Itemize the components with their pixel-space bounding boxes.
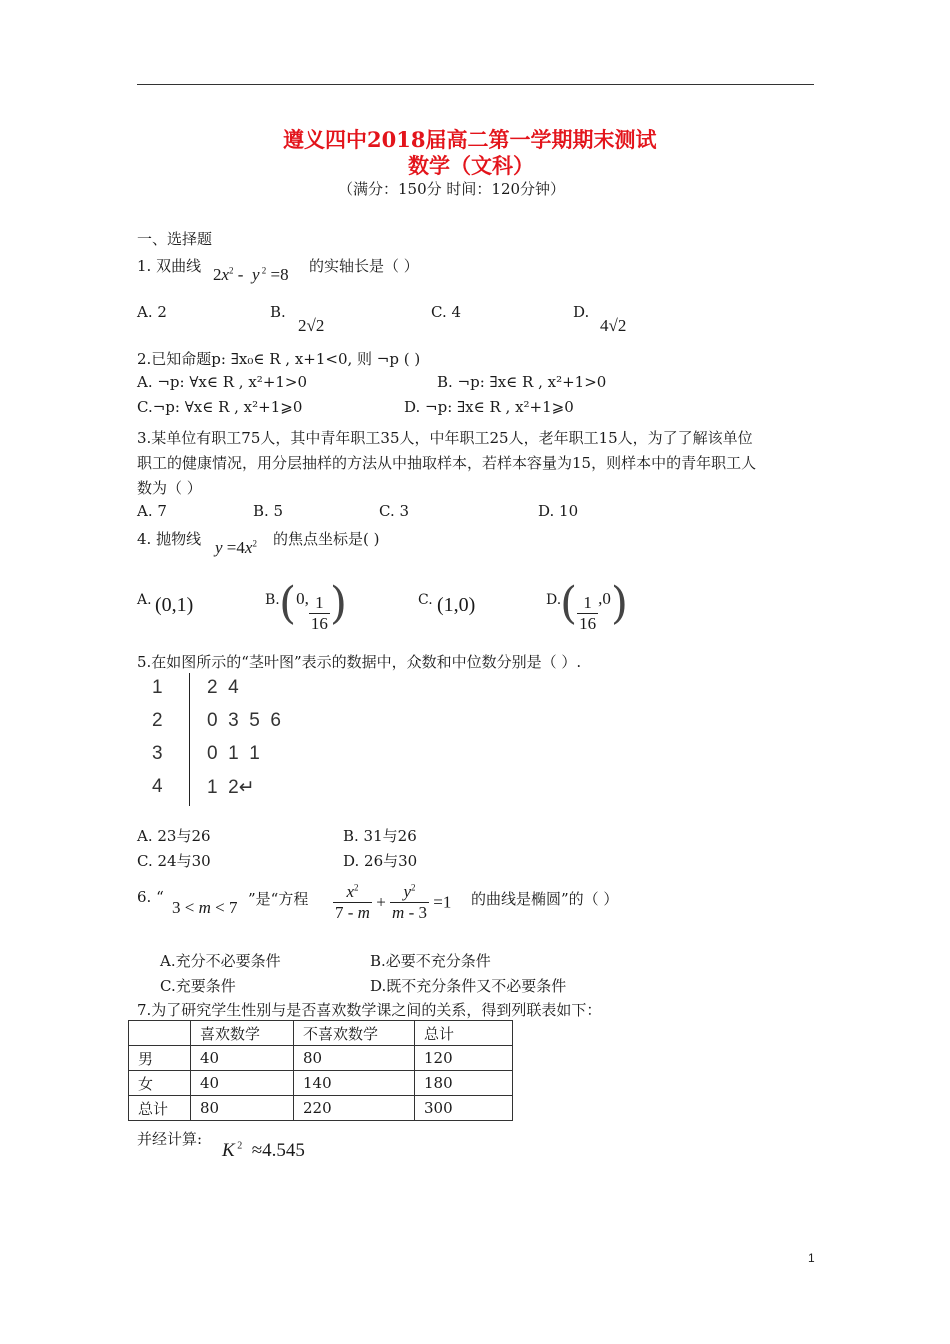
q3-line-1: 3.某单位有职工75人，其中青年职工35人，中年职工25人，老年职工15人，为了了解该单位 (137, 429, 753, 447)
q2-option-d: D. ¬p: ∃x∈ R , x²+1⩾0 (404, 398, 574, 416)
table-header-row (129, 1021, 513, 1046)
q4-option-b: B. (265, 592, 280, 608)
table-cell: 80 (191, 1096, 294, 1121)
section-heading: 一、选择题 (137, 230, 213, 248)
leaf-values: 0 3 5 6 (207, 710, 281, 731)
q6-option-d: D.既不充分条件又不必要条件 (370, 977, 567, 995)
q4-option-c-value: (1,0) (437, 594, 476, 616)
q5-option-a: A. 23与26 (137, 827, 211, 845)
q2-option-a: A. ¬p: ∀x∈ R , x²+1>0 (137, 373, 308, 391)
q7-calc-value: K $^2$ ≈4.545 (222, 1140, 305, 1161)
header-rule (137, 84, 814, 85)
table-cell: 总计 (129, 1096, 191, 1121)
exam-title: 遵义四中2018届高二第一学期期末测试 (283, 127, 657, 152)
q4-option-a: A. (137, 592, 152, 608)
stem-value: 2 (152, 710, 163, 731)
q3-option-d: D. 10 (538, 502, 579, 520)
q3-option-b: B. 5 (253, 502, 284, 520)
table-row (129, 1046, 513, 1071)
q6-option-c: C.充要条件 (160, 977, 236, 995)
table-header-cell: 喜欢数学 (191, 1021, 294, 1046)
q3-option-a: A. 7 (137, 502, 167, 520)
q7-stem: 7.为了研究学生性别与是否喜欢数学课之间的关系，得到列联表如下： (137, 1001, 602, 1019)
q2-option-b: B. ¬p: ∃x∈ R , x²+1>0 (437, 373, 607, 391)
q6-condition: 3 < m < 7 (172, 898, 238, 917)
q3-line-2: 职工的健康情况，用分层抽样的方法从中抽取样本，若样本容量为15，则样本中的青年职工人 (137, 454, 757, 472)
q1-option-b: B. (270, 303, 286, 321)
table-header-cell: 不喜欢数学 (294, 1021, 415, 1046)
table-cell: 男 (129, 1046, 191, 1071)
q1-option-c: C. 4 (431, 303, 462, 321)
q3-line-3: 数为（ ） (137, 479, 202, 497)
table-cell: 80 (294, 1046, 415, 1071)
table-header-cell: 总计 (415, 1021, 513, 1046)
q6-stem-b: ”是“方程 (248, 890, 309, 908)
table-cell: 120 (415, 1046, 513, 1071)
q4-stem-a: 4. 抛物线 (137, 530, 202, 548)
q6-equation: $\frac{x^2}{7 - m}$ + $\frac{y^2}{m - 3}$ =1 (335, 882, 452, 922)
q1-option-b-value: 2√2 (298, 316, 325, 335)
stem-leaf-divider (189, 673, 190, 806)
q1-stem-a: 1. 双曲线 (137, 257, 202, 275)
q4-option-a-value: (0,1) (155, 594, 194, 616)
q5-option-d: D. 26与30 (343, 852, 418, 870)
leaf-values: 0 1 1 (207, 743, 260, 764)
stem-value: 3 (152, 743, 163, 764)
stem-value: 1 (152, 677, 163, 698)
table-cell: 300 (415, 1096, 513, 1121)
q6-stem-a: 6. “ (137, 888, 164, 906)
exam-subtitle: 数学（文科） (408, 153, 534, 178)
table-cell: 220 (294, 1096, 415, 1121)
exam-meta: （满分：150分 时间：120分钟） (338, 180, 566, 198)
q1-option-a: A. 2 (137, 303, 167, 321)
q5-option-b: B. 31与26 (343, 827, 417, 845)
q5-stem: 5.在如图所示的“茎叶图”表示的数据中，众数和中位数分别是（ ）. (137, 653, 582, 671)
q2-stem: 2.已知命题p: ∃x₀∈ R , x+1<0, 则 ¬p ( ) (137, 350, 421, 368)
table-row (129, 1071, 513, 1096)
q6-stem-c: 的曲线是椭圆”的（ ） (471, 890, 619, 908)
q4-option-b-value: (0, $\frac{1}{16}$ ) (279, 578, 348, 633)
q3-option-c: C. 3 (379, 502, 410, 520)
table-header-cell (129, 1021, 191, 1046)
leaf-values: 1 2↵ (207, 777, 255, 798)
q5-option-c: C. 24与30 (137, 852, 211, 870)
table-cell: 女 (129, 1071, 191, 1096)
q2-option-c: C.¬p: ∀x∈ R , x²+1⩾0 (137, 398, 303, 416)
page-number: 1 (808, 1251, 815, 1265)
stem-value: 4 (152, 776, 163, 797)
q1-stem-b: 的实轴长是（ ） (309, 257, 419, 275)
table-cell: 40 (191, 1071, 294, 1096)
leaf-values: 2 4 (207, 677, 239, 698)
q1-option-d: D. (573, 303, 590, 321)
q4-option-d-value: ( $\frac{1}{16}$ ,0) (560, 578, 629, 633)
q1-equation: $2x^2$ - y $^2$ =8 (213, 265, 289, 284)
q4-stem-b: 的焦点坐标是( ) (273, 530, 380, 548)
q4-option-c: C. (418, 592, 433, 608)
table-cell: 40 (191, 1046, 294, 1071)
q6-option-b: B.必要不充分条件 (370, 952, 491, 970)
q4-option-d: D. (546, 592, 562, 608)
table-cell: 180 (415, 1071, 513, 1096)
q1-option-d-value: 4√2 (600, 316, 627, 335)
q7-calc-label: 并经计算: (137, 1130, 203, 1148)
contingency-table (128, 1020, 513, 1121)
table-row (129, 1096, 513, 1121)
q4-equation: $y =4x^2$ (215, 538, 257, 557)
q6-option-a: A.充分不必要条件 (160, 952, 281, 970)
table-cell: 140 (294, 1071, 415, 1096)
